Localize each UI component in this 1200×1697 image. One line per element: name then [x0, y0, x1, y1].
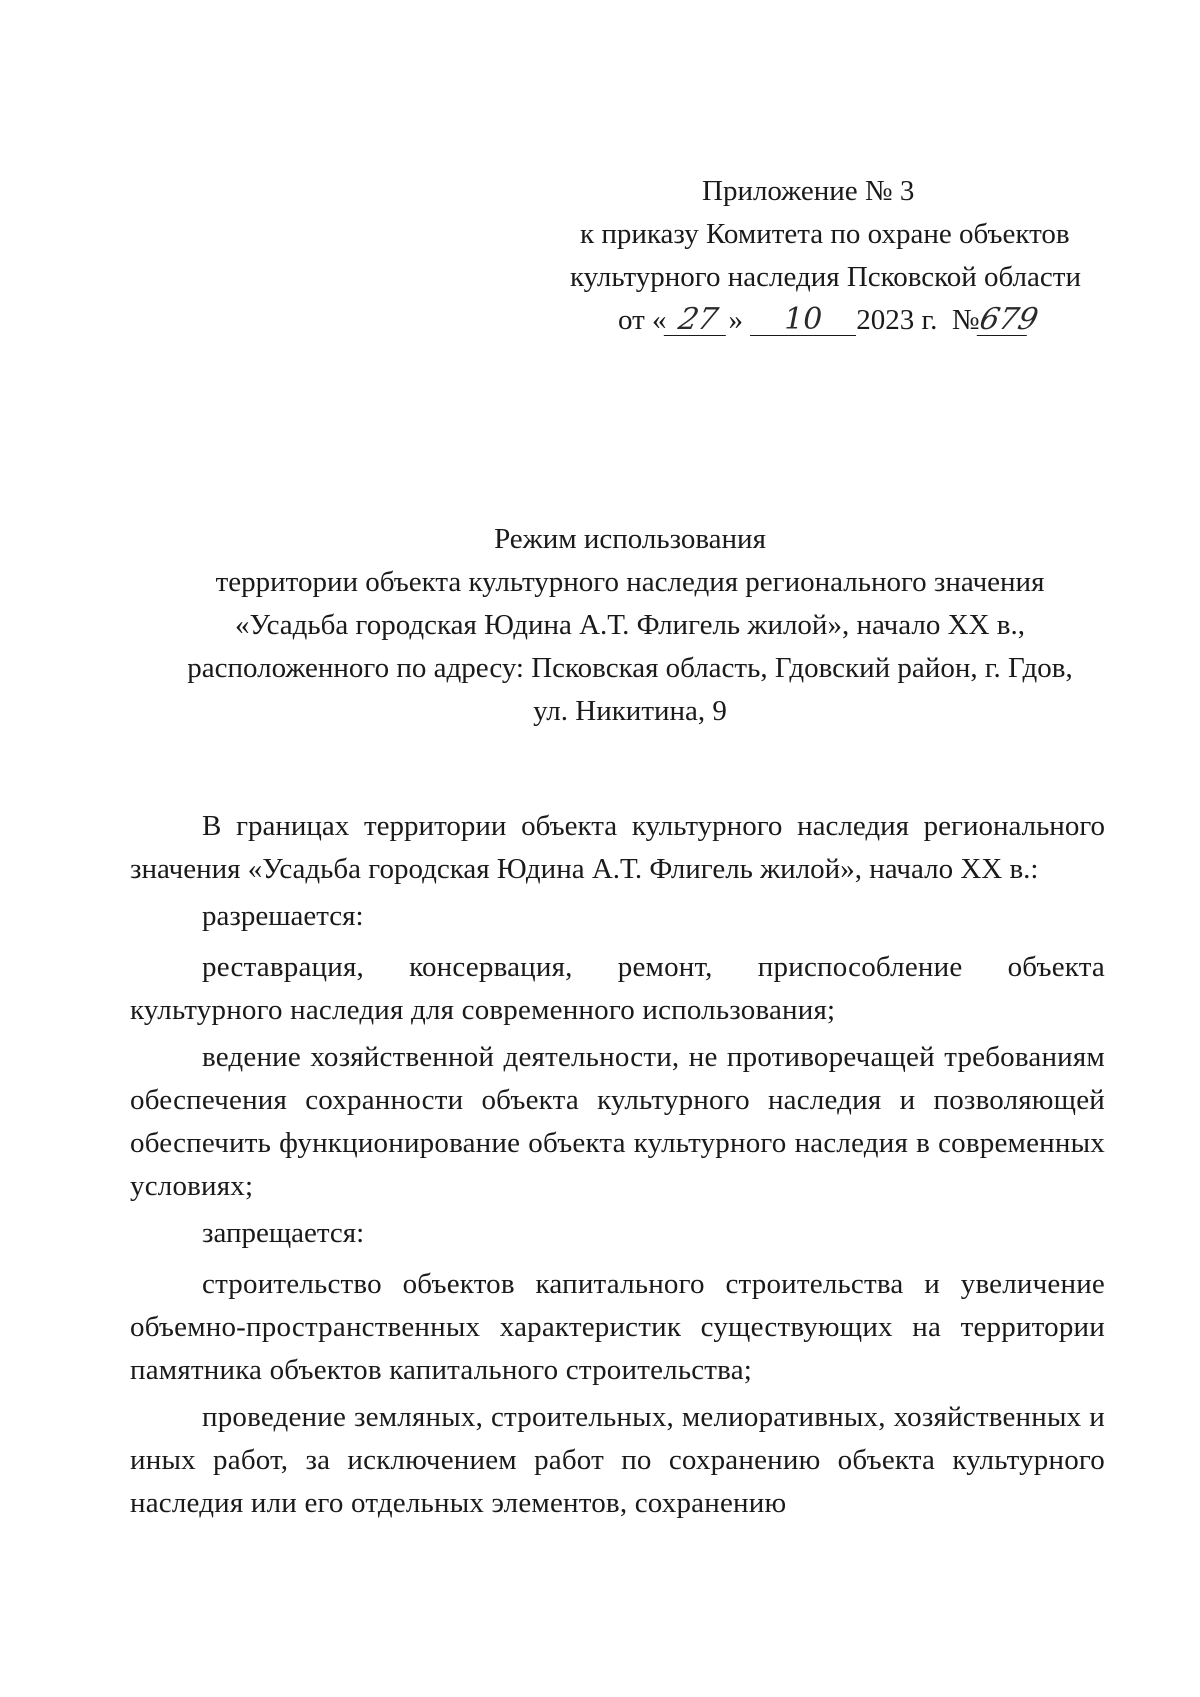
forbidden-label: запрещается:	[202, 1217, 365, 1249]
intro-paragraph: В границах территории объекта культурного наследия регионального значения «Усадьба городская Юдина А.Т. Флигель жилой», начало XX в.:	[130, 810, 1105, 885]
handwritten-number: 679	[976, 302, 1041, 337]
appendix-title: Приложение № 3	[702, 175, 915, 207]
allowed-item-1: реставрация, консервация, ремонт, приспособление объекта культурного наследия для современного использования;	[130, 951, 1105, 1026]
document-body	[130, 805, 1105, 1529]
forbidden-item-1: строительство объектов капитального строительства и увеличение объемно-пространственных характеристик существующих на территории памятника объектов капитального строительства;	[130, 1268, 1105, 1386]
allowed-label: разрешается:	[202, 900, 364, 932]
forbidden-item-2: проведение земляных, строительных, мелиоративных, хозяйственных и иных работ, за исключением работ по сохранению объекта культурного наследия или его отдельных элементов, сохранению	[130, 1401, 1105, 1519]
document-title	[150, 518, 1110, 733]
title-line-4: расположенного по адресу: Псковская область, Гдовский район, г. Гдов,	[187, 652, 1073, 684]
appendix-committee-line: культурного наследия Псковской области	[570, 261, 1081, 293]
appendix-date-line	[540, 299, 1110, 342]
handwritten-day: 27	[663, 305, 732, 336]
allowed-item-2: ведение хозяйственной деятельности, не противоречащей требованиям обеспечения сохранности объекта культурного наследия и позволяющей обеспечить функционирование объекта культурного наследия в современных условиях;	[130, 1041, 1105, 1202]
date-prefix: от «	[618, 304, 667, 336]
number-prefix: №	[951, 304, 980, 336]
date-mid: »	[728, 304, 744, 336]
handwritten-month: 10	[750, 305, 856, 336]
date-year: 2023 г.	[856, 304, 938, 336]
title-line-5: ул. Никитина, 9	[533, 695, 727, 727]
title-line-2: территории объекта культурного наследия регионального значения	[215, 566, 1045, 598]
title-line-1: Режим использования	[494, 523, 766, 555]
appendix-header	[540, 170, 1110, 342]
title-line-3: «Усадьба городская Юдина А.Т. Флигель жилой», начало XX в.,	[235, 609, 1025, 641]
appendix-order-line: к приказу Комитета по охране объектов	[580, 218, 1070, 250]
